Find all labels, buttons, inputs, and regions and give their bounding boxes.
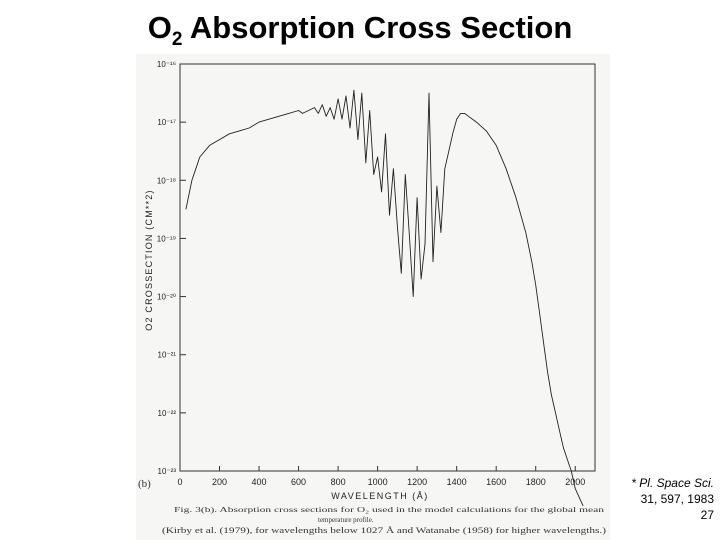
x-tick-label: 200 — [212, 477, 228, 487]
y-tick-label: 10⁻¹⁷ — [157, 118, 176, 128]
caption-line-3: (Kirby et al. (1979), for wavelengths below 1027 Å and Watanabe (1958) for higher wavelengths.) — [162, 526, 607, 535]
slide-number: 27 — [700, 508, 714, 522]
page-title: $O_2$ Absorption Cross Section — [147, 10, 573, 50]
x-tick-label: 2000 — [565, 477, 586, 487]
y-tick-label: 10⁻²² — [157, 408, 176, 418]
x-tick-label: 400 — [251, 477, 267, 487]
cross-section-line — [186, 90, 586, 506]
y-tick-label: 10⁻²⁰ — [157, 292, 176, 302]
caption-line-1: Fig. 3(b). Absorption cross sections for O₂ used in the model calculations for the global mean — [174, 506, 605, 514]
chart-ticks — [157, 60, 585, 487]
y-tick-label: 10⁻²¹ — [157, 350, 176, 360]
caption-line-2: temperature profile. — [318, 516, 374, 524]
citation — [631, 475, 714, 523]
x-tick-label: 0 — [177, 477, 183, 487]
citation-journal: * Pl. Space Sci. — [631, 476, 714, 490]
y-axis-label: O2 CROSSECTION (CM**2) — [144, 189, 154, 331]
title-subscript: 2 — [171, 29, 183, 50]
x-tick-label: 800 — [330, 477, 346, 487]
citation-volume: 31, 597, 1983 — [640, 492, 714, 506]
y-tick-label: 10⁻¹⁶ — [156, 60, 176, 69]
x-tick-label: 600 — [291, 477, 307, 487]
x-axis-label: WAVELENGTH (Å) — [331, 491, 429, 501]
x-tick-label: 1200 — [407, 477, 428, 487]
y-tick-label: 10⁻¹⁸ — [156, 176, 176, 186]
x-tick-label: 1800 — [525, 477, 546, 487]
x-tick-label: 1400 — [446, 477, 467, 487]
panel-label: (b) — [138, 478, 151, 490]
x-tick-label: 1000 — [367, 477, 388, 487]
x-tick-label: 1600 — [486, 477, 507, 487]
y-tick-label: 10⁻¹⁹ — [156, 234, 176, 244]
chart-series — [186, 90, 586, 506]
y-tick-label: 10⁻²³ — [157, 467, 176, 476]
